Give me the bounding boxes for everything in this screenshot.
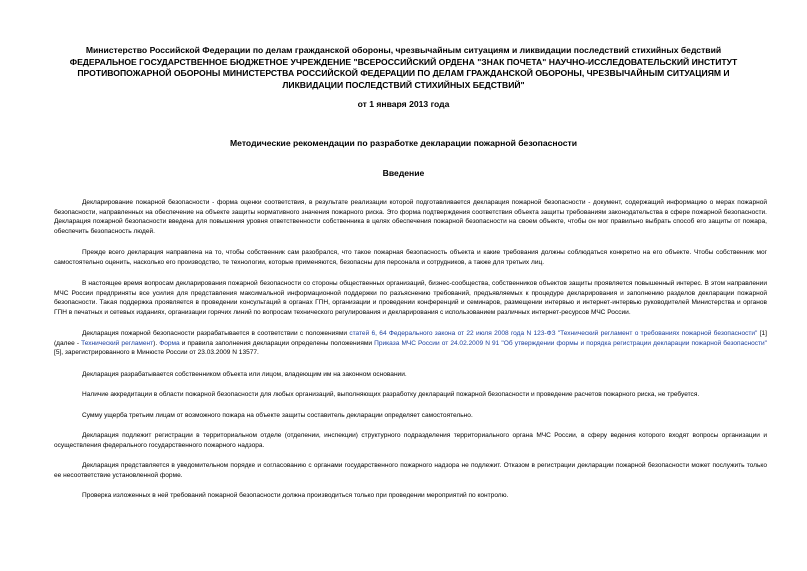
paragraph-4	[54, 329, 767, 358]
paragraph-4-text-2: [1] (далее -	[54, 330, 767, 347]
paragraph-7: Сумму ущерба третьим лицам от возможного пожара на объекте защиты составитель декларации определяет самостоятельно.	[82, 411, 473, 419]
paragraph-2: Прежде всего декларация направлена на то, чтобы собственник сам разобрался, что такое пожарная безопасность объекта и какие требования должны соблюдаться конкретно на его объекте. Чтобы собственник мог самостоятельно оценить, насколько его производство, те технологии, которые применяются, безопасны для персонала и сотрудников, а также для третьих лиц.	[54, 249, 767, 266]
paragraph-9: Декларация представляется в уведомительном порядке и согласованию с органами государственного пожарного надзора не подлежит. Отказом в регистрации декларации пожарной безопасности может послужить только ее несоответствие установленной форме.	[54, 462, 767, 479]
paragraph-1: Декларирование пожарной безопасности - форма оценки соответствия, в результате реализации которой подготавливается декларация пожарной безопасности - документ, содержащий информацию о мерах пожарной безопасности, направленных на обеспечение на объекте защиты нормативного значения пожарного риска. Это форма подтверждения соответствия объекта защиты требованиям законодательства в сфере пожарной безопасности. Декларация пожарной безопасности введена для повышения уровня ответственности собственника в целях обеспечения пожарной безопасности на своем объекте, чтобы он мог правильно выбрать способ его защиты от пожара, обеспечить безопасность людей.	[54, 199, 767, 235]
paragraph-10: Проверка изложенных в ней требований пожарной безопасности должна производиться только при проведении мероприятий по контролю.	[82, 492, 509, 499]
institution-name-line-3: ЛИКВИДАЦИИ ПОСЛЕДСТВИЙ СТИХИЙНЫХ БЕДСТВИЙ"	[282, 79, 525, 90]
institution-name-line-2: ПРОТИВОПОЖАРНОЙ ОБОРОНЫ МИНИСТЕРСТВА РОССИЙСКОЙ ФЕДЕРАЦИИ ПО ДЕЛАМ ГРАЖДАНСКОЙ ОБОРОНЫ, ЧРЕЗВЫЧАЙНЫМ СИТУАЦИЯМ И	[77, 68, 730, 79]
link-technical-regulation[interactable]: Технический регламент	[81, 339, 154, 347]
ministry-name: Министерство Российской Федерации по делам гражданской обороны, чрезвычайным ситуациям и ликвидации последствий стихийных бедствий	[85, 45, 722, 55]
paragraph-4-text-3: ).	[153, 339, 160, 347]
paragraph-4-text-5: [5], зарегистрированного в Минюсте России от 23.03.2009 N 13577.	[54, 349, 259, 356]
paragraph-6: Наличие аккредитации в области пожарной безопасности для любых организаций, выполняющих разработку деклараций пожарной безопасности и проведение расчетов пожарного риска, не требуется.	[82, 391, 700, 398]
paragraph-4-text-4: и правила заполнения декларации определены положениями	[179, 339, 375, 347]
paragraph-4-text-1: Декларация пожарной безопасности разрабатывается в соответствии с положениями	[82, 330, 350, 337]
paragraph-5: Декларация разрабатывается собственником объекта или лицом, владеющим им на законном основании.	[82, 370, 407, 378]
section-heading: Введение	[382, 168, 425, 178]
link-order-mchs-91[interactable]: Приказа МЧС России от 24.02.2009 N 91 "Об утверждении формы и порядка регистрации декларации пожарной безопасности"	[374, 339, 767, 347]
document-date: от 1 января 2013 года	[357, 99, 450, 109]
institution-name-line-1: ФЕДЕРАЛЬНОЕ ГОСУДАРСТВЕННОЕ БЮДЖЕТНОЕ УЧРЕЖДЕНИЕ "ВСЕРОССИЙСКИЙ ОРДЕНА "ЗНАК ПОЧЕТА" НАУЧНО-ИССЛЕДОВАТЕЛЬСКИЙ ИНСТИТУТ	[69, 56, 738, 67]
link-federal-law-123[interactable]: статей 6, 64 Федерального закона от 22 июля 2008 года N 123-ФЗ "Технический регламент о требованиях пожарной безопасности"	[349, 330, 758, 337]
link-declaration-form[interactable]: Форма	[159, 339, 180, 347]
document-header	[30, 45, 777, 91]
document-body	[54, 198, 767, 512]
paragraph-3: В настоящее время вопросам декларирования пожарной безопасности со стороны общественных организаций, бизнес-сообщества, собственников объектов защиты проявляется повышенный интерес. В этом направлении МЧС России предприняты все усилия для представления максимальной информационной поддержки по разъяснению требований, предъявляемых к процедуре декларирования и заполнению разделов декларации пожарной безопасности. Такая поддержка проявляется в проведении консультаций в органах ГПН, организации и проведении конференций и семинаров, размещении интервью и интернет-интервью руководителей Министерства и органов ГПН в печатных и сетевых изданиях, организации горячих линий по вопросам технического регулирования и декларирования с использованием различных интернет-ресурсов МЧС России.	[54, 280, 767, 316]
document-title: Методические рекомендации по разработке декларации пожарной безопасности	[230, 138, 577, 148]
paragraph-8: Декларация подлежит регистрации в территориальном отделе (отделении, инспекции) структурного подразделения территориального органа МЧС России, в сферу ведения которого входят вопросы организации и осуществления федерального государственного пожарного надзора.	[54, 432, 767, 449]
